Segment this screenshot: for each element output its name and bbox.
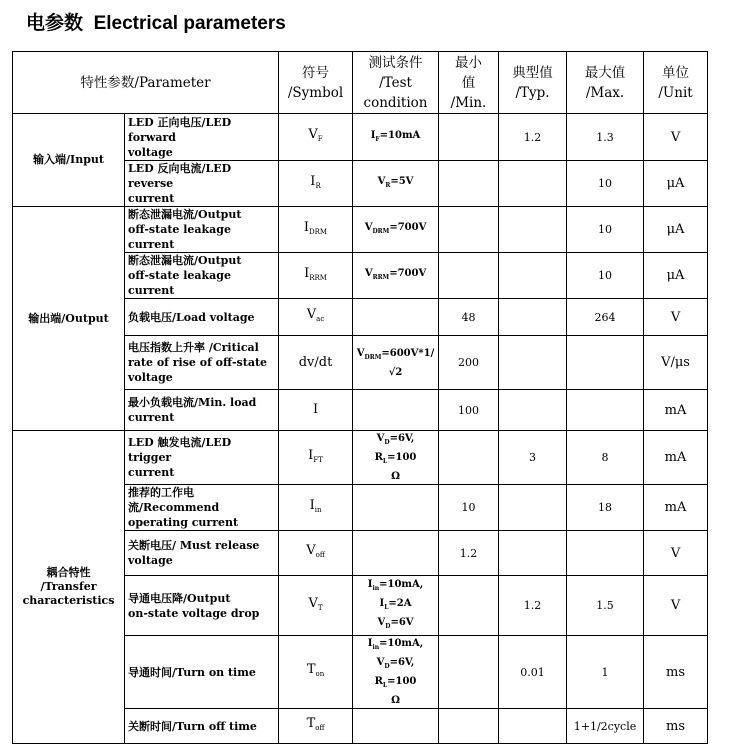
condition-line xyxy=(356,128,435,147)
param-line: 推荐的工作电流/Recommend xyxy=(128,486,220,514)
condition-value: =10mA xyxy=(379,129,421,141)
param-line: current xyxy=(128,192,175,205)
condition-subscript: L xyxy=(382,682,388,689)
condition-value: =100 xyxy=(387,676,417,687)
symbol-subscript: off xyxy=(315,724,325,732)
value-typ: 3 xyxy=(499,431,567,485)
symbol-text: T xyxy=(306,716,316,731)
condition-value: =600V*1/ xyxy=(381,347,435,359)
value-typ xyxy=(499,299,567,336)
condition-symbol: V xyxy=(376,657,385,668)
symbol-text: I xyxy=(303,219,310,235)
unit: μA xyxy=(644,161,708,207)
symbol-subscript: ac xyxy=(316,315,325,323)
condition-line xyxy=(356,636,435,655)
unit: μA xyxy=(644,253,708,299)
symbol xyxy=(279,299,353,336)
symbol-subscript: FT xyxy=(313,455,323,464)
value-max xyxy=(567,390,644,431)
param-name xyxy=(125,336,279,390)
test-condition xyxy=(353,485,439,531)
param-name xyxy=(125,114,279,161)
condition-symbol: Ω xyxy=(391,471,400,482)
test-condition xyxy=(353,299,439,336)
condition-symbol: I xyxy=(379,598,385,609)
condition-line xyxy=(356,431,435,469)
table-row xyxy=(13,431,708,485)
unit: mA xyxy=(644,485,708,531)
condition-value: =6V, R xyxy=(374,433,415,463)
unit: V xyxy=(644,576,708,636)
value-typ xyxy=(499,161,567,207)
condition-subscript: in xyxy=(372,585,380,592)
value-typ xyxy=(499,390,567,431)
param-line: 关断电压/ Must release xyxy=(128,539,260,552)
value-typ xyxy=(499,253,567,299)
unit: ms xyxy=(644,709,708,744)
value-typ xyxy=(499,336,567,390)
test-condition xyxy=(353,531,439,576)
value-max xyxy=(567,336,644,390)
condition-subscript: in xyxy=(372,644,380,651)
value-max: 10 xyxy=(567,161,644,207)
table-body xyxy=(13,114,708,744)
test-condition xyxy=(353,390,439,431)
value-min: 10 xyxy=(439,485,499,531)
page-title xyxy=(26,8,286,35)
param-line: 关断时间/Turn off time xyxy=(128,719,257,733)
param-name xyxy=(125,390,279,431)
symbol-text: I xyxy=(310,173,316,189)
condition-symbol: Ω xyxy=(391,695,400,706)
header-row xyxy=(13,52,708,114)
header-parameter: 特性参数/Parameter xyxy=(13,52,279,114)
condition-subscript: D xyxy=(384,663,390,670)
header-test-condition: 测试条件 /Test condition xyxy=(353,52,439,114)
test-condition xyxy=(353,253,439,299)
value-max: 264 xyxy=(567,299,644,336)
value-max xyxy=(567,531,644,576)
value-min xyxy=(439,161,499,207)
value-max: 18 xyxy=(567,485,644,531)
title-zh: 电参数 xyxy=(26,12,84,34)
param-name xyxy=(125,207,279,253)
param-line: LED 触发电流/LED trigger xyxy=(128,436,232,464)
value-min xyxy=(439,207,499,253)
condition-symbol: V xyxy=(376,433,385,444)
param-line: voltage xyxy=(128,145,173,159)
condition-line xyxy=(356,615,435,634)
param-line: LED 正向电压/LED forward xyxy=(128,115,232,144)
condition-line xyxy=(356,174,435,193)
value-min xyxy=(439,253,499,299)
condition-subscript: RRM xyxy=(372,274,390,281)
test-condition xyxy=(353,114,439,161)
test-condition xyxy=(353,431,439,485)
condition-value: =700V xyxy=(389,222,427,233)
header-typ: 典型值 /Typ. xyxy=(499,52,567,114)
param-line: 断态泄漏电流/Output xyxy=(128,254,242,267)
symbol xyxy=(279,390,353,431)
test-condition xyxy=(353,576,439,636)
condition-line xyxy=(356,693,435,708)
param-name xyxy=(125,576,279,636)
value-max: 10 xyxy=(567,207,644,253)
value-max: 1 xyxy=(567,636,644,709)
param-line: current xyxy=(128,466,175,479)
group-output: 输出端/Output xyxy=(13,207,125,431)
unit: mA xyxy=(644,390,708,431)
value-min xyxy=(439,576,499,636)
value-typ: 1.2 xyxy=(499,114,567,161)
condition-value: =700V xyxy=(389,268,427,279)
symbol-subscript: F xyxy=(317,135,323,143)
unit: V xyxy=(644,299,708,336)
symbol-subscript: T xyxy=(317,603,323,612)
symbol-text: I xyxy=(304,265,310,281)
test-condition xyxy=(353,636,439,709)
symbol-subscript: DRM xyxy=(309,227,328,236)
value-min: 48 xyxy=(439,299,499,336)
param-line: 断态泄漏电流/Output xyxy=(128,208,242,221)
header-unit: 单位 /Unit xyxy=(644,52,708,114)
value-max: 1+1/2cycle xyxy=(567,709,644,744)
symbol-text: V xyxy=(306,307,317,322)
symbol-text: T xyxy=(306,662,316,677)
symbol xyxy=(279,336,353,390)
condition-line xyxy=(356,365,435,380)
param-name xyxy=(125,253,279,299)
test-condition xyxy=(353,161,439,207)
symbol-subscript: off xyxy=(315,551,325,559)
symbol xyxy=(279,636,353,709)
condition-symbol: V xyxy=(377,176,386,187)
test-condition xyxy=(353,207,439,253)
param-line: 最小负载电流/Min. load xyxy=(128,396,257,409)
symbol-text: V xyxy=(306,543,316,558)
condition-value: =10mA, xyxy=(379,579,424,590)
value-min: 100 xyxy=(439,390,499,431)
symbol xyxy=(279,431,353,485)
unit: μA xyxy=(644,207,708,253)
condition-line xyxy=(356,596,435,615)
param-name xyxy=(125,485,279,531)
value-typ xyxy=(499,531,567,576)
group-transfer-line: characteristics xyxy=(22,594,115,607)
param-line: off-state leakage current xyxy=(128,269,231,297)
symbol-text: dv/dt xyxy=(298,354,333,370)
condition-subscript: DRM xyxy=(372,228,390,235)
table-row xyxy=(13,207,708,253)
param-name xyxy=(125,161,279,207)
parameters-table xyxy=(12,51,708,744)
condition-subscript: R xyxy=(385,182,391,189)
condition-symbol: V xyxy=(364,222,373,233)
symbol-text: V xyxy=(308,127,318,142)
value-typ: 0.01 xyxy=(499,636,567,709)
value-max: 1.5 xyxy=(567,576,644,636)
param-line: on-state voltage drop xyxy=(128,606,260,620)
param-line: 导通电压降/Output xyxy=(128,591,231,605)
condition-subscript: L xyxy=(382,458,388,465)
test-condition xyxy=(353,336,439,390)
symbol xyxy=(279,253,353,299)
value-min xyxy=(439,114,499,161)
condition-symbol: √2 xyxy=(388,366,403,378)
param-line: 导通时间/Turn on time xyxy=(128,665,256,679)
value-max: 10 xyxy=(567,253,644,299)
param-name xyxy=(125,299,279,336)
param-name xyxy=(125,636,279,709)
condition-value: =10mA, xyxy=(379,638,424,649)
param-line: 电压指数上升率 /Critical xyxy=(128,341,259,354)
symbol-text: I xyxy=(309,497,315,513)
value-min xyxy=(439,636,499,709)
symbol-subscript: in xyxy=(314,505,322,514)
param-line: current xyxy=(128,411,175,424)
condition-symbol: I xyxy=(367,579,373,590)
condition-symbol: V xyxy=(377,617,386,628)
condition-symbol: I xyxy=(367,638,373,649)
symbol xyxy=(279,161,353,207)
condition-line xyxy=(356,577,435,596)
param-line: voltage xyxy=(128,371,173,384)
unit: mA xyxy=(644,431,708,485)
value-min: 1.2 xyxy=(439,531,499,576)
symbol xyxy=(279,207,353,253)
unit: V xyxy=(644,531,708,576)
symbol-text: I xyxy=(312,402,319,417)
group-transfer xyxy=(13,431,125,744)
condition-line xyxy=(356,266,435,285)
value-max: 1.3 xyxy=(567,114,644,161)
condition-subscript: D xyxy=(385,623,391,630)
header-min: 最小 值 /Min. xyxy=(439,52,499,114)
param-line: 负载电压/Load voltage xyxy=(128,310,255,324)
value-typ xyxy=(499,485,567,531)
param-line: rate of rise of off-state xyxy=(128,356,268,369)
value-min: 200 xyxy=(439,336,499,390)
symbol xyxy=(279,114,353,161)
symbol xyxy=(279,531,353,576)
value-typ: 1.2 xyxy=(499,576,567,636)
group-transfer-line: 耦合特性 xyxy=(46,566,91,579)
table-row xyxy=(13,114,708,161)
condition-value: =5V xyxy=(390,176,414,187)
condition-symbol: I xyxy=(370,129,376,141)
condition-value: =6V, R xyxy=(374,657,415,687)
symbol-text: I xyxy=(308,447,314,463)
value-min xyxy=(439,431,499,485)
condition-subscript: F xyxy=(375,135,380,143)
condition-subscript: DRM xyxy=(364,353,382,361)
unit: V/μs xyxy=(644,336,708,390)
condition-line xyxy=(356,346,435,365)
condition-symbol: V xyxy=(356,347,365,359)
condition-value: =6V xyxy=(390,617,414,628)
symbol-subscript: R xyxy=(315,181,321,190)
condition-line xyxy=(356,469,435,484)
condition-value: =100 xyxy=(387,452,417,463)
param-line: LED 反向电流/LED reverse xyxy=(128,162,232,190)
header-symbol: 符号 /Symbol xyxy=(279,52,353,114)
condition-line xyxy=(356,220,435,239)
symbol-subscript: on xyxy=(315,670,325,678)
symbol xyxy=(279,485,353,531)
condition-value: =2A xyxy=(388,598,412,609)
param-name xyxy=(125,531,279,576)
param-line: operating current xyxy=(128,516,239,529)
symbol xyxy=(279,576,353,636)
param-line: off-state leakage current xyxy=(128,223,231,251)
condition-line xyxy=(356,655,435,693)
param-name xyxy=(125,431,279,485)
unit: ms xyxy=(644,636,708,709)
symbol-subscript: RRM xyxy=(309,273,327,282)
group-input: 输入端/Input xyxy=(13,114,125,207)
symbol-text: V xyxy=(308,595,318,611)
condition-subscript: D xyxy=(384,439,390,446)
title-en: Electrical parameters xyxy=(93,13,286,34)
condition-symbol: V xyxy=(364,268,373,279)
value-max: 8 xyxy=(567,431,644,485)
unit: V xyxy=(644,114,708,161)
header-max: 最大值 /Max. xyxy=(567,52,644,114)
value-typ xyxy=(499,207,567,253)
condition-subscript: L xyxy=(384,604,389,611)
param-line: voltage xyxy=(128,554,173,567)
group-transfer-line: /Transfer xyxy=(40,580,97,593)
